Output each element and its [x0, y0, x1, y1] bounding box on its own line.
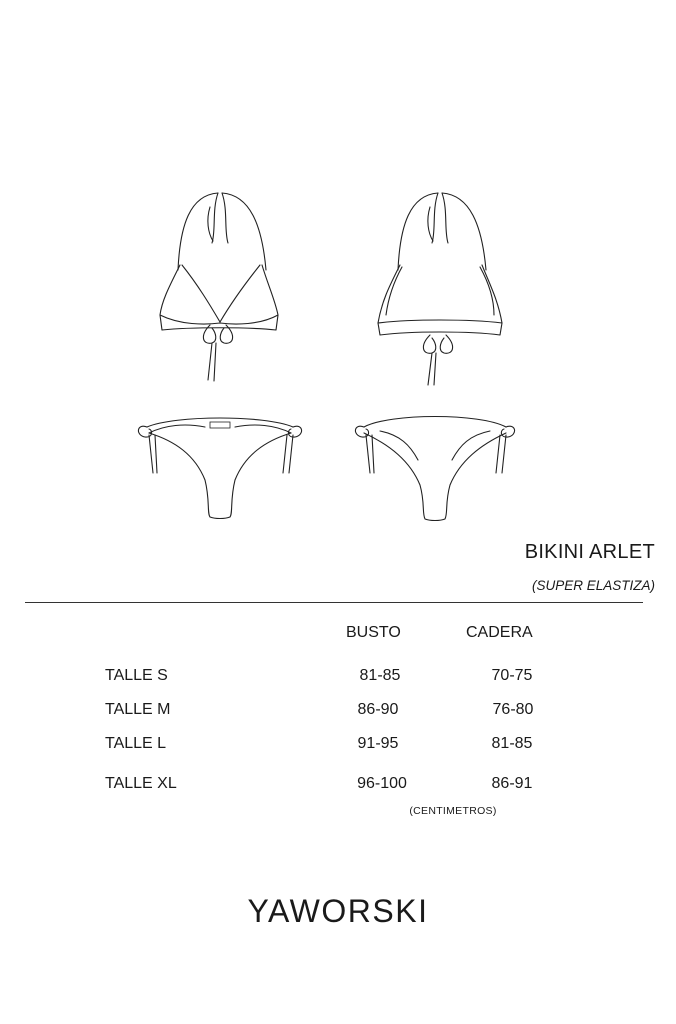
busto-value-l: 91-95 [357, 735, 399, 752]
size-label-s: TALLE S [105, 667, 168, 684]
size-label-m: TALLE M [105, 701, 171, 718]
cadera-value-l: 81-85 [491, 735, 533, 752]
bikini-top-front-sketch [150, 185, 290, 385]
units-note: (CENTIMETROS) [409, 805, 497, 817]
cadera-value-xl: 86-91 [491, 775, 533, 792]
bikini-top-back-sketch [370, 185, 510, 385]
bikini-bottom-front-sketch [135, 405, 305, 525]
busto-value-xl: 96-100 [357, 775, 407, 792]
busto-value-m: 86-90 [357, 701, 399, 718]
size-label-xl: TALLE XL [105, 775, 177, 792]
busto-value-s: 81-85 [359, 667, 401, 684]
divider [25, 602, 643, 603]
product-name: BIKINI ARLET [524, 541, 655, 563]
column-header-cadera: CADERA [466, 624, 533, 641]
bikini-bottom-back-sketch [350, 405, 520, 525]
size-label-l: TALLE L [105, 735, 167, 752]
product-subtitle: (SUPER ELASTIZA) [531, 578, 655, 593]
cadera-value-m: 76-80 [492, 701, 534, 718]
brand-logo: YAWORSKI [247, 893, 429, 929]
cadera-value-s: 70-75 [491, 667, 533, 684]
column-header-busto: BUSTO [346, 624, 401, 641]
